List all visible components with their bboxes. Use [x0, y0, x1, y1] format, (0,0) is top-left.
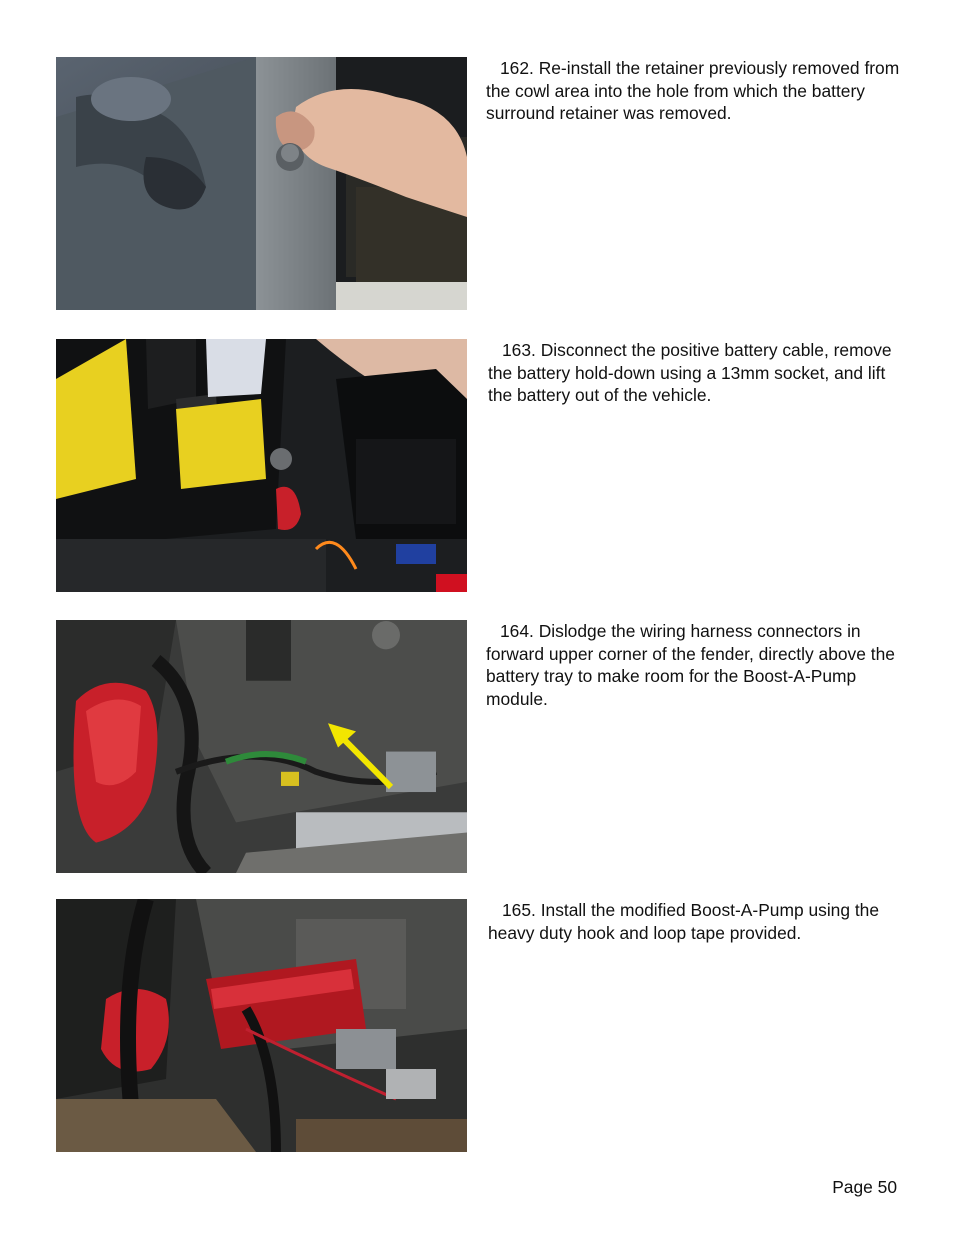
photo-boost-a-pump [56, 899, 467, 1152]
photo-battery [56, 339, 467, 592]
step-number: 163. [502, 340, 536, 360]
step-163-caption [488, 339, 902, 407]
step-number: 165. [502, 900, 536, 920]
step-text: Re-install the retainer previously removed from the cowl area into the hole from which the battery surround retainer was removed. [486, 58, 900, 124]
photo-wiring-harness [56, 620, 467, 873]
step-164-caption [486, 620, 900, 710]
step-text: Disconnect the positive battery cable, remove the battery hold-down using a 13mm socket, and lift the battery out of the vehicle. [488, 340, 892, 406]
photo-cowl-retainer [56, 57, 467, 310]
step-text: Dislodge the wiring harness connectors in forward upper corner of the fender, directly above the battery tray to make room for the Boost-A-Pump module. [486, 621, 895, 709]
step-number: 164. [500, 621, 534, 641]
step-165-caption [488, 899, 902, 944]
step-number: 162. [500, 58, 534, 78]
battery-image [56, 339, 467, 592]
page-number: Page 50 [832, 1177, 897, 1197]
boost-a-pump-image [56, 899, 467, 1152]
wiring-harness-image [56, 620, 467, 873]
cowl-retainer-image [56, 57, 467, 310]
step-162-caption [486, 57, 900, 125]
step-text: Install the modified Boost-A-Pump using the heavy duty hook and loop tape provided. [488, 900, 880, 943]
